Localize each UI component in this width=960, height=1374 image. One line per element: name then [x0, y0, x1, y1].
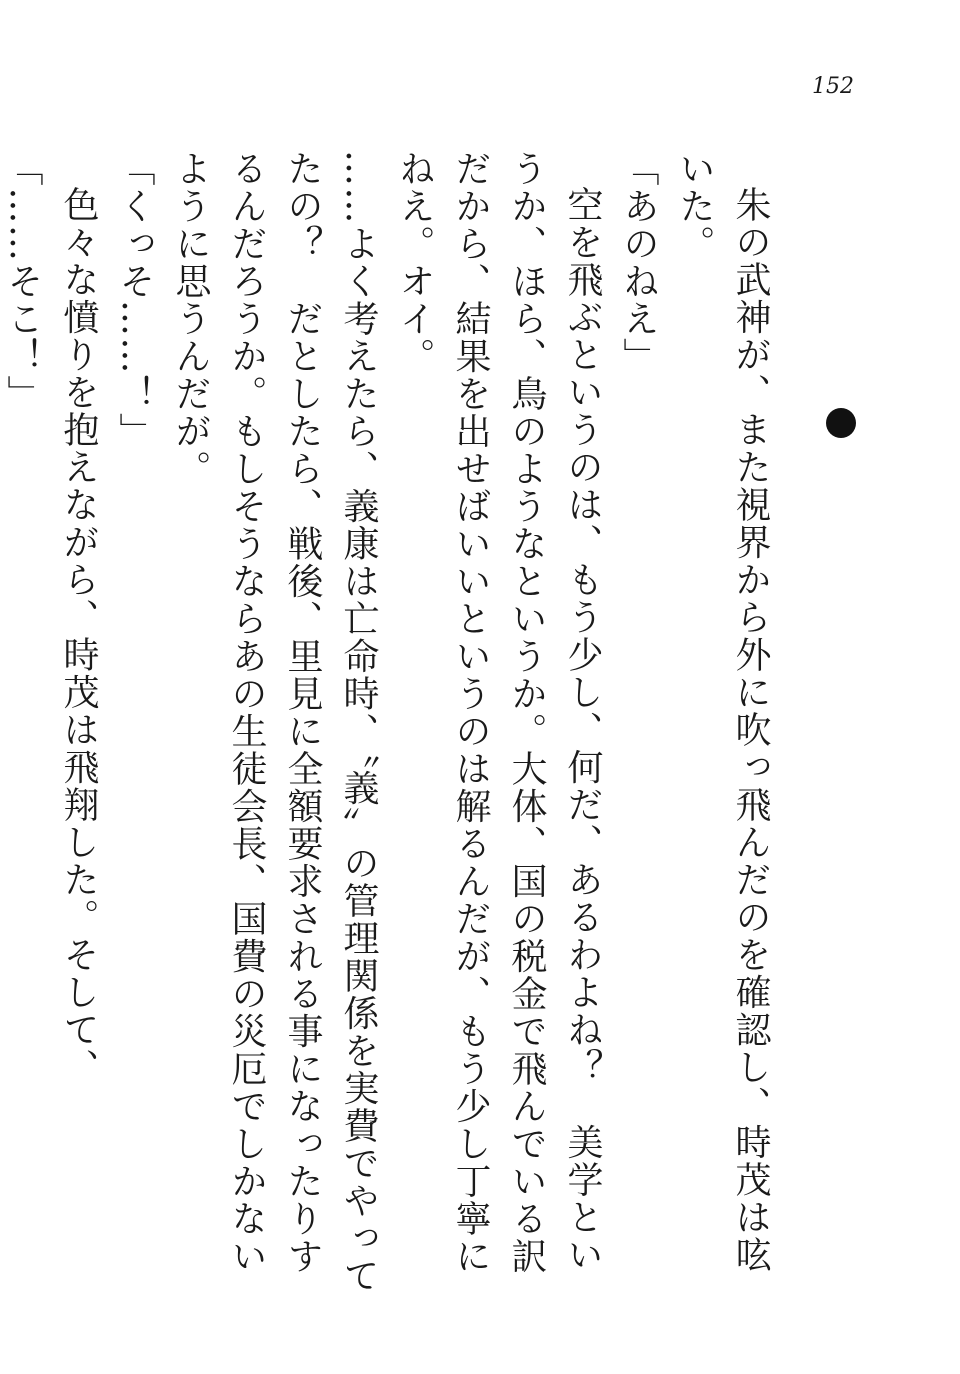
paragraph-2-dialogue: 「あのねえ」 [618, 150, 659, 375]
paragraph-5-dialogue: 「くっそ……！」 [114, 150, 155, 450]
paragraph-4: ……よく考えたら、義康は亡命時、〝義〟の管理関係を実費でやってたの？ だとしたら、戦後、里見に全額要求される事になったりするんだろうか。もしそうならあの生徒会長、国費の災厄でしかないように思うんだが。 [170, 150, 379, 1295]
paragraph-3: 空を飛ぶというのは、もう少し、何だ、あるわよね？ 美学というか、ほら、鳥のようなというか。大体、国の税金で飛んでいる訳だから、結果を出せばいいというのは解るんだが、もう少し丁寧にねえ。オイ。 [394, 150, 603, 1275]
page-number: 152 [812, 74, 854, 99]
paragraph-1: 朱の武神が、また視界から外に吹っ飛んだのを確認し、時茂は呟いた。 [674, 150, 771, 1274]
paragraph-6: 色々な憤りを抱えながら、時茂は飛翔した。そして、 [58, 186, 99, 1086]
paragraph-7-dialogue: 「……そこ！」 [2, 150, 43, 413]
vertical-text-body [0, 150, 778, 1310]
black-dot-marker [826, 408, 856, 438]
